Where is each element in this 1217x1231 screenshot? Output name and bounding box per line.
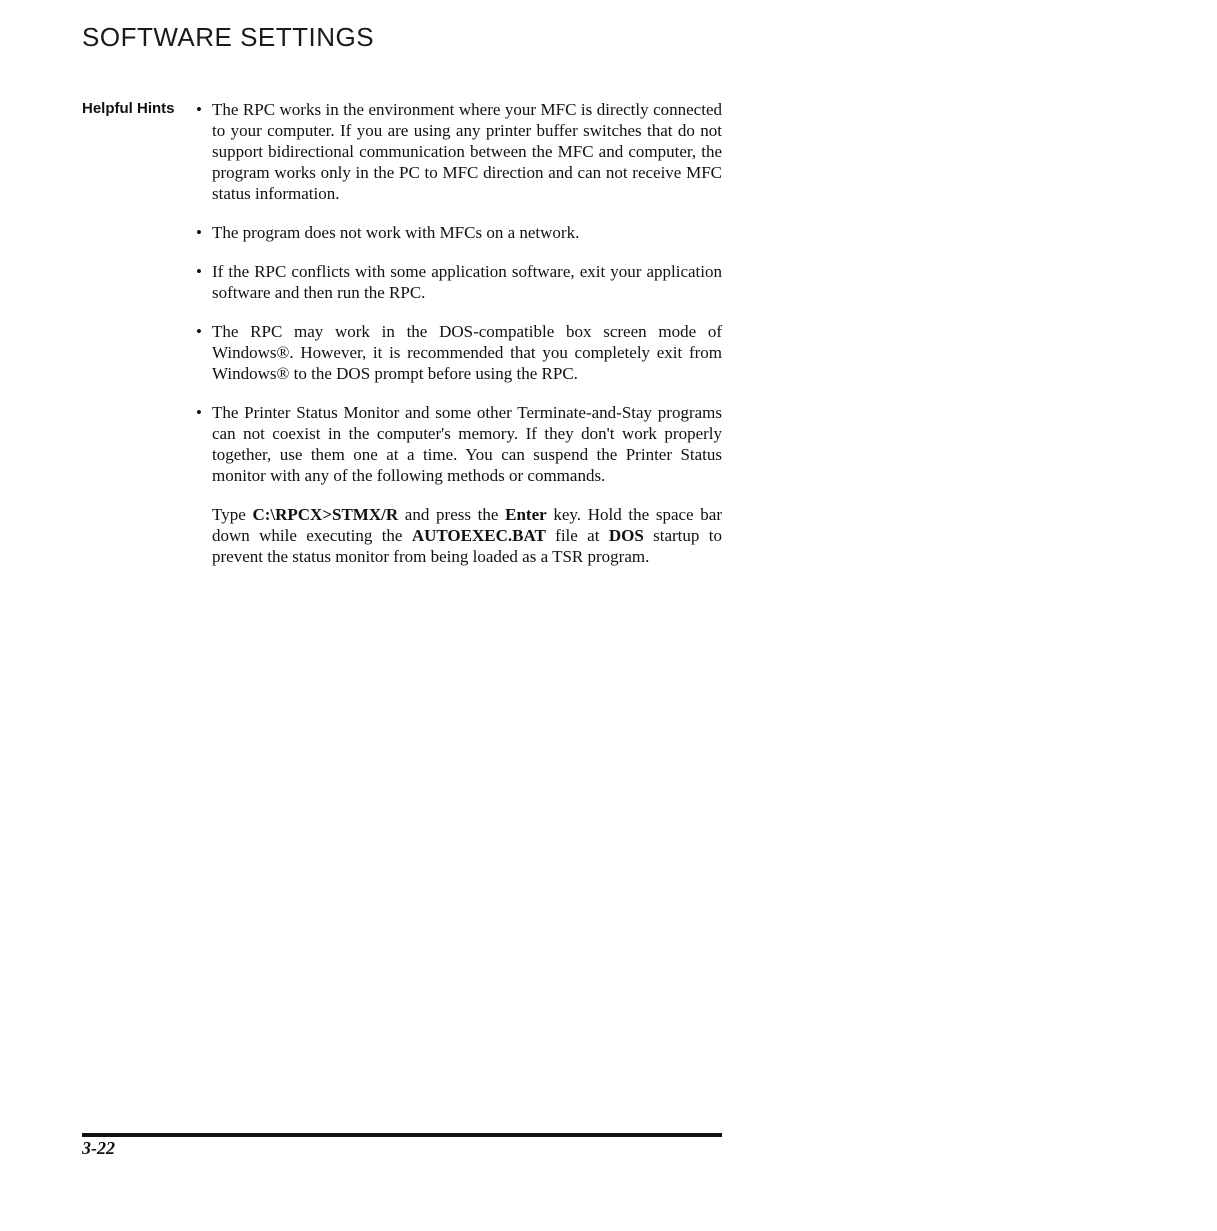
hint-item xyxy=(192,261,722,303)
suspend-instruction xyxy=(192,504,722,567)
bullet-icon: • xyxy=(196,100,202,119)
page-number: 3-22 xyxy=(82,1138,115,1158)
command-text: C:\RPCX>STMX/R xyxy=(252,505,399,524)
hint-item xyxy=(192,99,722,204)
instruction-text: key. Hold the space bar down while executing the xyxy=(212,505,722,545)
hint-item xyxy=(192,321,722,384)
instruction-text: and press the xyxy=(398,505,506,524)
hint-item xyxy=(192,222,722,243)
bullet-icon: • xyxy=(196,322,202,341)
hint-text: If the RPC conflicts with some application software, exit your application software and then run the RPC. xyxy=(212,262,722,302)
bullet-icon: • xyxy=(196,223,202,242)
hint-text: The Printer Status Monitor and some other Terminate-and-Stay programs can not coexist in the computer's memory. If they don't work properly together, use them one at a time. You can suspend the Printer Status monitor with any of the following methods or commands. xyxy=(212,403,722,485)
autoexec-file-text: AUTOEXEC.BAT xyxy=(411,526,546,545)
instruction-text: Type xyxy=(212,505,253,524)
instruction-text: startup to prevent the status monitor from being loaded as a TSR program. xyxy=(212,526,722,566)
bullet-icon: • xyxy=(196,403,202,422)
hints-content xyxy=(192,99,722,581)
hint-text: The RPC may work in the DOS-compatible box screen mode of Windows®. However, it is recommended that you completely exit from Windows® to the DOS prompt before using the RPC. xyxy=(212,322,722,383)
dos-text: DOS xyxy=(608,526,644,545)
footer-rule xyxy=(82,1133,722,1137)
enter-key-text: Enter xyxy=(505,505,547,524)
hint-text: The program does not work with MFCs on a network. xyxy=(212,223,580,242)
hint-text: The RPC works in the environment where your MFC is directly connected to your computer. If you are using any printer buffer switches that do not support bidirectional communication between the MFC and computer, the program works only in the PC to MFC direction and can not receive MFC status information. xyxy=(212,100,722,203)
instruction-text: file at xyxy=(545,526,609,545)
hint-item xyxy=(192,402,722,486)
bullet-icon: • xyxy=(196,262,202,281)
helpful-hints-label: Helpful Hints xyxy=(82,100,175,117)
section-title: SOFTWARE SETTINGS xyxy=(82,22,375,52)
